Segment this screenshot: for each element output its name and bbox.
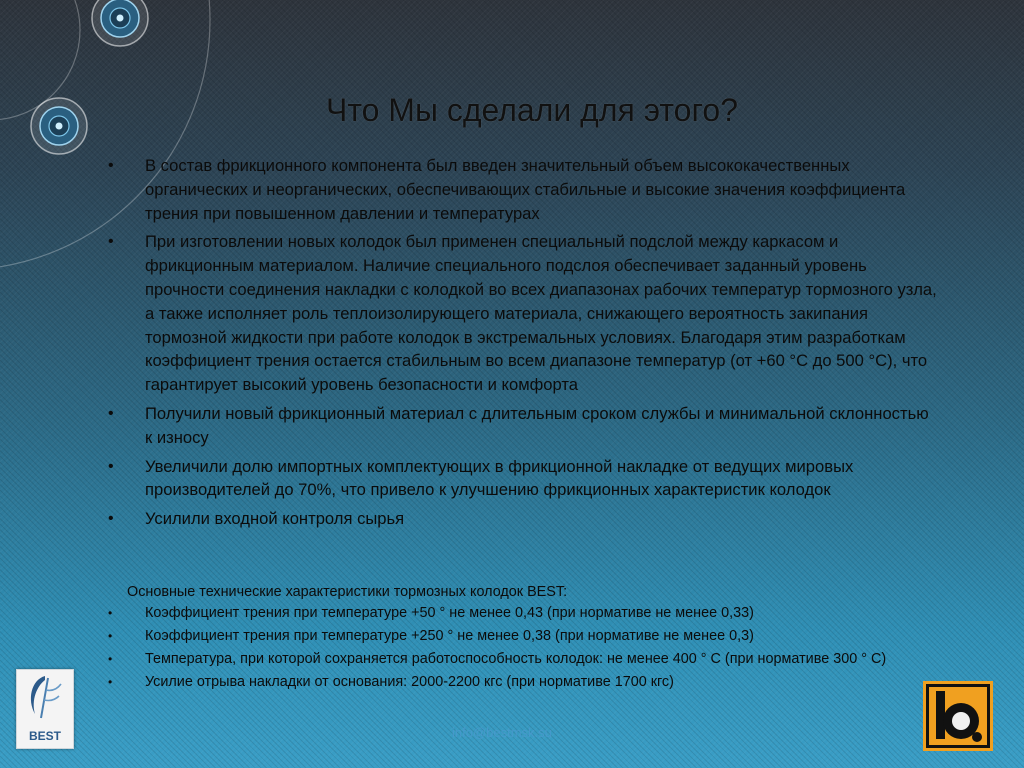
spec-item: • Усилие отрыва накладки от основания: 2000-2200 кгс (при нормативе 1700 кгс) bbox=[108, 674, 938, 691]
bullet-item: • При изготовлении новых колодок был применен специальный подслой между каркасом и фрикционным материалом. Наличие специального подслоя обеспечивает заданный уровень прочности соединения накладки с колодкой во всех диапазонах рабочих температур тормозного узла, а также исполняет роль теплоизолирующего материала, снижающего вероятность закипания тормозной жидкости при работе колодок в экстремальных условиях. Благодаря этим разработкам коэффициент трения остается стабильным во всем диапазоне температур (от +60 °С до 500 °С), что гарантирует высокий уровень безопасности и комфорта bbox=[108, 230, 938, 397]
specs-list bbox=[108, 605, 938, 697]
best-logo-icon bbox=[17, 670, 73, 730]
slide-title: Что Мы сделали для этого? bbox=[325, 92, 738, 128]
bullet-item: • В состав фрикционного компонента был введен значительный объем высококачественных органических и неорганических, обеспечивающих стабильные и высокие значения коэффициента трения при повышенном давлении и температурах bbox=[108, 154, 938, 225]
footer-email-link[interactable]: info@bestmsk.su bbox=[452, 725, 552, 740]
specs-title: Основные технические характеристики тормозных колодок BEST: bbox=[127, 584, 568, 600]
spec-item: • Коэффициент трения при температуре +250 ° не менее 0,38 (при нормативе не менее 0,3) bbox=[108, 628, 938, 645]
best-logo-text: BEST bbox=[28, 729, 61, 743]
spec-item: • Температура, при которой сохраняется работоспособность колодок: не менее 400 ° С (при нормативе 300 ° С) bbox=[108, 651, 938, 668]
main-bullet-list bbox=[108, 154, 938, 536]
b-logo-icon bbox=[923, 681, 993, 751]
ornament-top bbox=[92, 0, 148, 46]
bullet-item: • Получили новый фрикционный материал с длительным сроком службы и минимальной склонностью к износу bbox=[108, 402, 938, 450]
best-logo bbox=[16, 669, 74, 749]
bullet-item: • Усилили входной контроля сырья bbox=[108, 507, 938, 531]
bullet-item: • Увеличили долю импортных комплектующих в фрикционной накладке от ведущих мировых производителей до 70%, что привело к улучшению фрикционных характеристик колодок bbox=[108, 455, 938, 503]
spec-item: • Коэффициент трения при температуре +50 ° не менее 0,43 (при нормативе не менее 0,33) bbox=[108, 605, 938, 622]
